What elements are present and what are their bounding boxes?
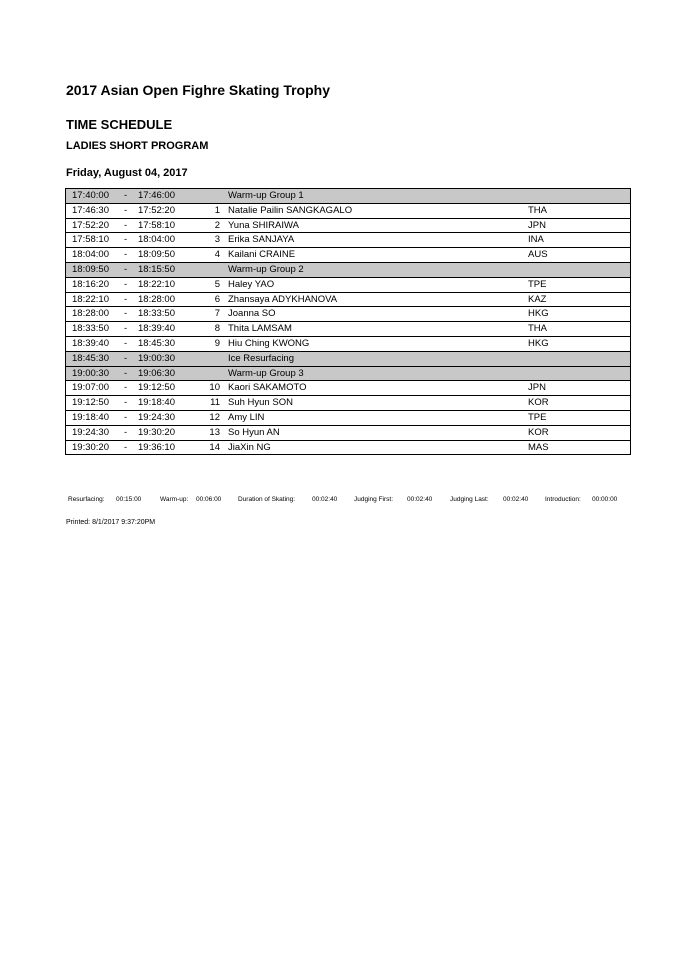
end-time: 18:09:50 — [138, 249, 175, 261]
start-number: 14 — [209, 441, 220, 453]
end-time: 19:06:30 — [138, 367, 175, 379]
time-separator: - — [124, 397, 128, 409]
start-time: 18:22:10 — [72, 293, 109, 305]
start-time: 17:58:10 — [72, 234, 109, 246]
nation-code: TPE — [528, 411, 547, 423]
end-time: 18:15:50 — [138, 263, 175, 275]
end-time: 18:22:10 — [138, 278, 175, 290]
start-time: 18:33:50 — [72, 323, 109, 335]
end-time: 17:52:20 — [138, 204, 175, 216]
start-number: 5 — [214, 278, 220, 290]
skater-name: JiaXin NG — [228, 441, 271, 453]
end-time: 19:00:30 — [138, 352, 175, 364]
time-separator: - — [124, 308, 128, 320]
time-separator: - — [124, 293, 128, 305]
skater-name: So Hyun AN — [228, 426, 280, 438]
nation-code: HKG — [528, 308, 549, 320]
start-number: 1 — [214, 204, 220, 216]
schedule-group-row — [65, 367, 631, 382]
skater-name: Joanna SO — [228, 308, 276, 320]
schedule-skater-row — [65, 233, 631, 248]
start-number: 6 — [214, 293, 220, 305]
start-number: 4 — [214, 249, 220, 261]
skater-name: Hiu Ching KWONG — [228, 337, 310, 349]
schedule-skater-row — [65, 204, 631, 219]
start-number: 10 — [209, 382, 220, 394]
end-time: 19:24:30 — [138, 411, 175, 423]
group-label: Warm-up Group 3 — [228, 367, 304, 379]
time-separator: - — [124, 352, 128, 364]
schedule-date: Friday, August 04, 2017 — [66, 167, 188, 179]
nation-code: HKG — [528, 337, 549, 349]
start-time: 19:12:50 — [72, 397, 109, 409]
time-separator: - — [124, 411, 128, 423]
schedule-skater-row — [65, 278, 631, 293]
time-separator: - — [124, 234, 128, 246]
end-time: 17:58:10 — [138, 219, 175, 231]
time-separator: - — [124, 382, 128, 394]
start-number: 11 — [210, 397, 220, 409]
end-time: 18:45:30 — [138, 337, 175, 349]
introduction-value: 00:00:00 — [592, 496, 618, 503]
schedule-group-row — [65, 263, 631, 278]
start-number: 13 — [209, 426, 220, 438]
nation-code: INA — [528, 234, 544, 246]
end-time: 18:33:50 — [138, 308, 175, 320]
time-separator: - — [124, 278, 128, 290]
time-separator: - — [124, 323, 128, 335]
time-separator: - — [124, 367, 128, 379]
start-time: 17:46:30 — [72, 204, 109, 216]
duration-label: Duration of Skating: — [238, 496, 296, 503]
start-time: 17:40:00 — [72, 190, 109, 201]
skater-name: Kaori SAKAMOTO — [228, 382, 307, 394]
start-time: 18:45:30 — [72, 352, 109, 364]
schedule-skater-row — [65, 248, 631, 263]
judging-last-value: 00:02:40 — [503, 496, 529, 503]
skater-name: Natalie Pailin SANGKAGALO — [228, 204, 353, 216]
start-time: 18:04:00 — [72, 249, 109, 261]
time-separator: - — [124, 263, 128, 275]
skater-name: Erika SANJAYA — [228, 234, 295, 246]
start-time: 18:39:40 — [72, 337, 109, 349]
end-time: 19:18:40 — [138, 397, 175, 409]
time-separator: - — [124, 426, 128, 438]
start-time: 19:24:30 — [72, 426, 109, 438]
schedule-skater-row — [65, 381, 631, 396]
judging-first-label: Judging First: — [354, 496, 394, 503]
schedule-table — [65, 188, 631, 455]
nation-code: JPN — [528, 382, 546, 394]
nation-code: AUS — [528, 249, 548, 261]
end-time: 18:04:00 — [138, 234, 175, 246]
schedule-skater-row — [65, 441, 631, 456]
resurfacing-value: 00:15:00 — [116, 496, 142, 503]
skater-name: Suh Hyun SON — [228, 397, 293, 409]
end-time: 19:36:10 — [138, 441, 175, 453]
skater-name: Thita LAMSAM — [228, 323, 292, 335]
document-title: 2017 Asian Open Fighre Skating Trophy — [66, 82, 330, 98]
end-time: 19:12:50 — [138, 382, 175, 394]
end-time: 18:39:40 — [138, 323, 175, 335]
start-number: 12 — [209, 411, 220, 423]
schedule-skater-row — [65, 426, 631, 441]
nation-code: KOR — [528, 397, 549, 409]
schedule-skater-row — [65, 307, 631, 322]
schedule-skater-row — [65, 337, 631, 352]
start-time: 18:09:50 — [72, 263, 109, 275]
time-separator: - — [124, 204, 128, 216]
start-number: 3 — [214, 234, 220, 246]
start-number: 8 — [214, 323, 220, 335]
skater-name: Kailani CRAINE — [228, 249, 296, 261]
nation-code: MAS — [528, 441, 549, 453]
end-time: 18:28:00 — [138, 293, 175, 305]
schedule-group-row — [65, 188, 631, 204]
start-number: 2 — [214, 219, 220, 231]
time-separator: - — [124, 219, 128, 231]
group-label: Warm-up Group 2 — [228, 263, 304, 275]
warmup-value: 00:06:00 — [196, 496, 222, 503]
printed-timestamp: Printed: 8/1/2017 9:37:20PM — [66, 519, 156, 526]
skater-name: Zhansaya ADYKHANOVA — [228, 293, 338, 305]
nation-code: THA — [528, 204, 547, 216]
start-time: 18:16:20 — [72, 278, 109, 290]
schedule-skater-row — [65, 293, 631, 308]
schedule-skater-row — [65, 396, 631, 411]
resurfacing-label: Resurfacing: — [68, 496, 105, 503]
duration-value: 00:02:40 — [312, 496, 338, 503]
skater-name: Amy LIN — [228, 411, 265, 423]
start-time: 19:07:00 — [72, 382, 109, 394]
warmup-label: Warm-up: — [160, 496, 189, 503]
judging-first-value: 00:02:40 — [407, 496, 433, 503]
schedule-group-row — [65, 352, 631, 367]
skater-name: Yuna SHIRAIWA — [228, 219, 299, 231]
start-time: 19:18:40 — [72, 411, 109, 423]
program-heading: LADIES SHORT PROGRAM — [66, 140, 209, 152]
time-separator: - — [124, 337, 128, 349]
judging-last-label: Judging Last: — [450, 496, 489, 503]
start-number: 7 — [214, 308, 220, 320]
nation-code: TPE — [528, 278, 547, 290]
skater-name: Haley YAO — [228, 278, 275, 290]
introduction-label: Introduction: — [545, 496, 581, 503]
time-separator: - — [124, 249, 128, 261]
time-separator: - — [124, 190, 128, 201]
nation-code: KOR — [528, 426, 549, 438]
start-time: 17:52:20 — [72, 219, 109, 231]
schedule-skater-row — [65, 322, 631, 337]
start-time: 18:28:00 — [72, 308, 109, 320]
end-time: 17:46:00 — [138, 190, 175, 201]
nation-code: JPN — [528, 219, 546, 231]
start-time: 19:00:30 — [72, 367, 109, 379]
nation-code: KAZ — [528, 293, 547, 305]
schedule-heading: TIME SCHEDULE — [66, 117, 173, 132]
group-label: Ice Resurfacing — [228, 352, 295, 364]
schedule-skater-row — [65, 219, 631, 234]
time-separator: - — [124, 441, 128, 453]
schedule-skater-row — [65, 411, 631, 426]
nation-code: THA — [528, 323, 547, 335]
start-time: 19:30:20 — [72, 441, 109, 453]
end-time: 19:30:20 — [138, 426, 175, 438]
start-number: 9 — [214, 337, 220, 349]
group-label: Warm-up Group 1 — [228, 190, 304, 201]
